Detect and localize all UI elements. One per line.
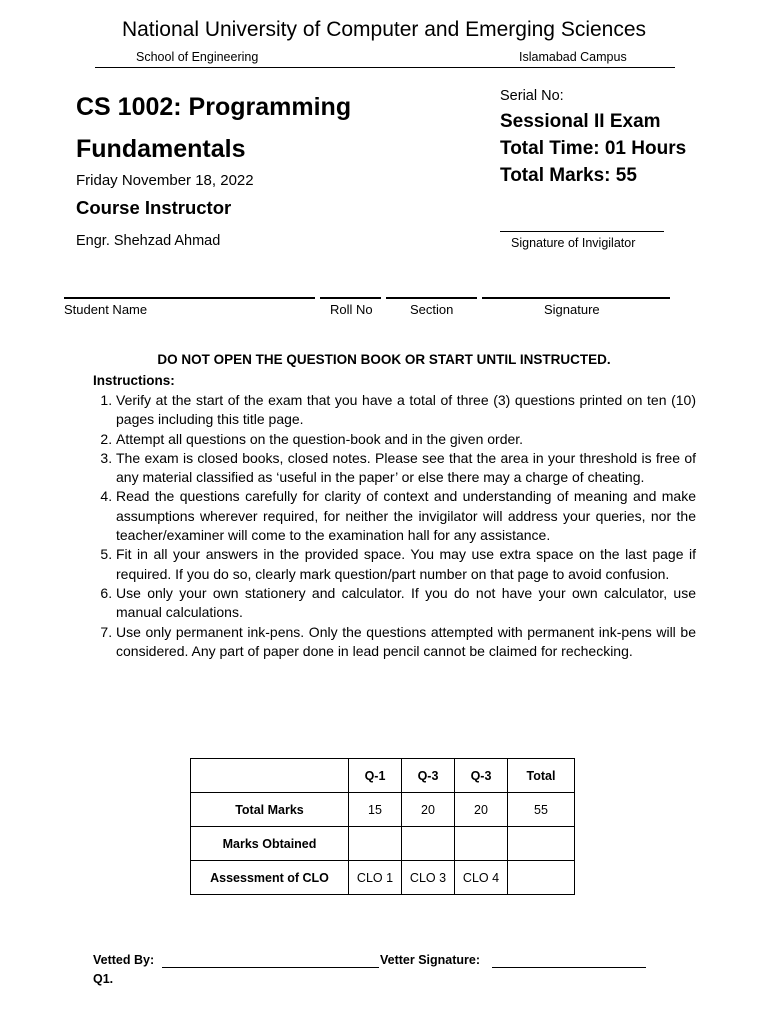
section-label: Section [410,302,454,317]
school-name: School of Engineering [136,50,259,64]
question-1-label: Q1. [93,972,114,986]
instruction-item: 1. Verify at the start of the exam that you have a total of three (3) questions printed on ten (10) pages including this title page. [116,391,696,430]
instructions-list [93,391,696,661]
course-title [76,86,476,170]
table-cell: CLO 3 [402,861,455,895]
table-cell[interactable] [508,827,575,861]
table-header-cell: Q-3 [402,759,455,793]
table-cell: 20 [455,793,508,827]
table-cell[interactable] [455,827,508,861]
table-cell[interactable] [402,827,455,861]
row-label: Total Marks [191,793,349,827]
vetted-by-line[interactable] [162,967,379,968]
warning-text: DO NOT OPEN THE QUESTION BOOK OR START UNTIL INSTRUCTED. [157,352,611,367]
table-header-cell: Q-1 [349,759,402,793]
instruction-item: 2. Attempt all questions on the question-book and in the given order. [116,430,696,449]
section-line[interactable] [386,297,477,299]
exam-total-marks: Total Marks: 55 [500,165,637,186]
table-cell: 20 [402,793,455,827]
invigilator-signature-line[interactable] [500,231,664,232]
invigilator-signature-label: Signature of Invigilator [511,236,636,250]
course-title-line2: Fundamentals [76,135,246,163]
instructor-name: Engr. Shehzad Ahmad [76,233,221,249]
instruction-item: 6. Use only your own stationery and calculator. If you do not have your own calculator, use manual calculations. [116,584,696,623]
exam-info [500,108,686,189]
row-label: Assessment of CLO [191,861,349,895]
exam-date: Friday November 18, 2022 [76,172,254,189]
vetted-by-label: Vetted By: [93,953,155,967]
vetter-signature-line[interactable] [492,967,646,968]
serial-label: Serial No: [500,88,564,104]
course-title-line1: CS 1002: Programming [76,93,352,121]
table-row [191,793,575,827]
table-cell[interactable] [349,827,402,861]
exam-name: Sessional II Exam [500,111,661,132]
student-name-line[interactable] [64,297,315,299]
marks-table [190,758,575,895]
university-name: National University of Computer and Emerging Sciences [121,18,647,41]
table-cell: 55 [508,793,575,827]
instruction-item: 3. The exam is closed books, closed notes. Please see that the area in your threshold is free of any material classified as ‘useful in the paper’ or else there may a charge of cheating. [116,449,696,488]
header-divider [95,67,675,68]
row-label: Marks Obtained [191,827,349,861]
table-header-cell [191,759,349,793]
table-cell: CLO 4 [455,861,508,895]
signature-label: Signature [544,302,600,317]
student-signature-line[interactable] [482,297,670,299]
table-cell: 15 [349,793,402,827]
roll-no-line[interactable] [320,297,381,299]
instructions-heading: Instructions: [93,373,175,388]
student-name-label: Student Name [64,302,148,317]
table-row [191,827,575,861]
table-header-cell: Total [508,759,575,793]
instruction-item: 5. Fit in all your answers in the provided space. You may use extra space on the last page if required. If you do so, clearly mark question/part number on that page to avoid confusion. [116,545,696,584]
table-cell: CLO 1 [349,861,402,895]
table-header-row [191,759,575,793]
table-header-cell: Q-3 [455,759,508,793]
instruction-item: 4. Read the questions carefully for clarity of context and understanding of meaning and make assumptions wherever required, for neither the invigilator will address your queries, nor the teacher/examiner will come to the examination hall for any assistance. [116,487,696,545]
campus-name: Islamabad Campus [519,50,627,64]
table-cell [508,861,575,895]
table-row [191,861,575,895]
instructor-heading: Course Instructor [76,197,232,218]
roll-no-label: Roll No [330,302,373,317]
vetter-signature-label: Vetter Signature: [380,953,481,967]
instruction-item: 7. Use only permanent ink-pens. Only the questions attempted with permanent ink-pens will be considered. Any part of paper done in lead pencil cannot be claimed for rechecking. [116,623,696,662]
exam-total-time: Total Time: 01 Hours [500,138,687,159]
